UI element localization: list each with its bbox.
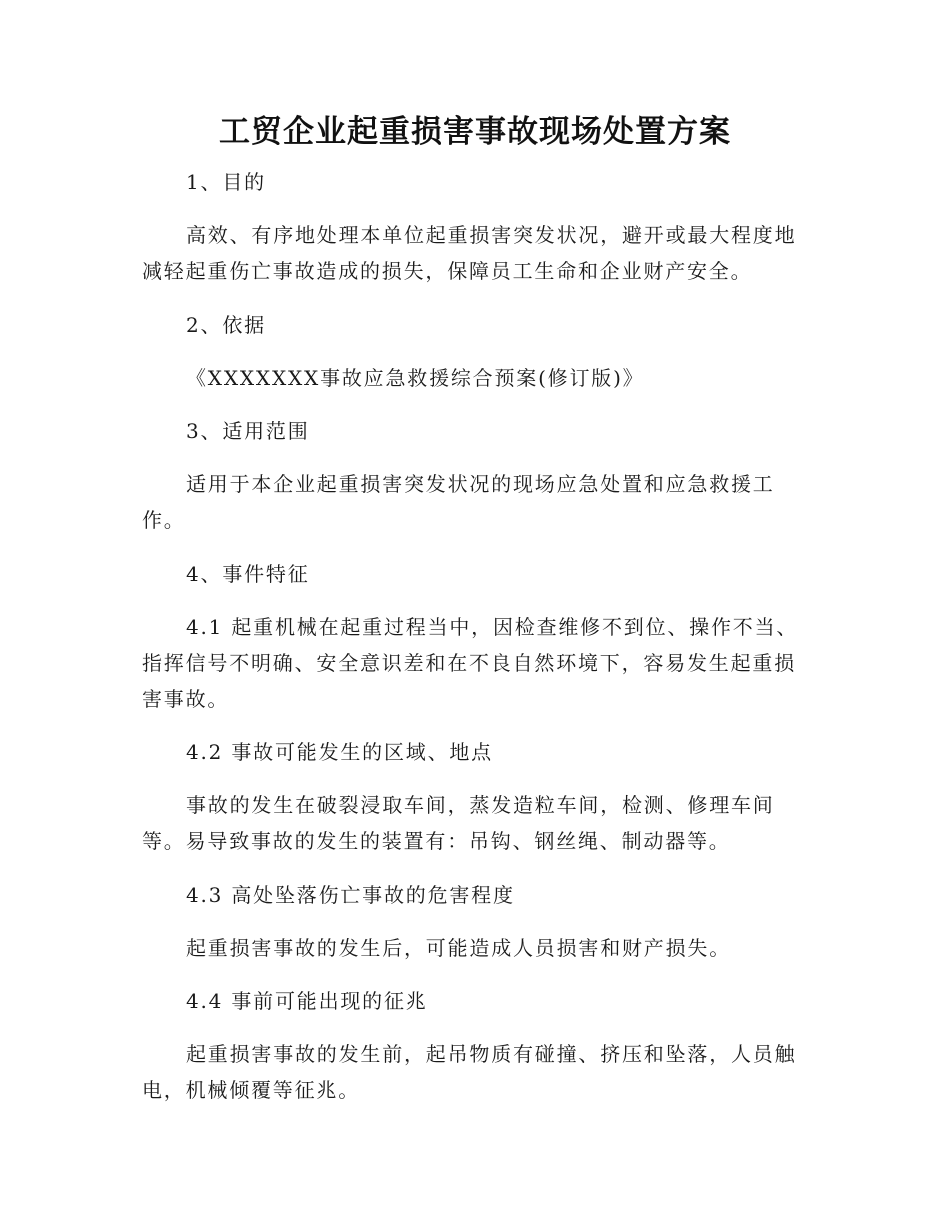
section-4-4-line-2: 电，机械倾覆等征兆。 — [142, 1078, 360, 1102]
section-4-4-heading: 4.4 事前可能出现的征兆 — [186, 989, 428, 1013]
section-4-2-heading: 4.2 事故可能发生的区域、地点 — [186, 740, 493, 764]
section-4-1-body — [142, 609, 799, 717]
section-3-body-line-2: 作。 — [142, 508, 186, 532]
section-2-heading: 2、依据 — [186, 313, 266, 337]
section-4-4-line-1: 起重损害事故的发生前，起吊物质有碰撞、挤压和坠落，人员触 — [186, 1042, 797, 1066]
section-4-3-heading: 4.3 高处坠落伤亡事故的危害程度 — [186, 883, 515, 907]
section-4-1-line-3: 害事故。 — [142, 687, 230, 711]
section-2-body: 《XXXXXXX事故应急救援综合预案(修订版)》 — [186, 366, 645, 390]
section-4-3-body: 起重损害事故的发生后，可能造成人员损害和财产损失。 — [186, 936, 731, 960]
section-4-1-line-1: 4.1 起重机械在起重过程当中，因检查维修不到位、操作不当、 — [186, 615, 799, 639]
section-4-1-line-2: 指挥信号不明确、安全意识差和在不良自然环境下，容易发生起重损 — [142, 651, 796, 675]
section-4-4-body — [142, 1036, 797, 1108]
section-4-2-line-1: 事故的发生在破裂浸取车间，蒸发造粒车间，检测、修理车间 — [186, 793, 775, 817]
section-1-body-line-2: 减轻起重伤亡事故造成的损失，保障员工生命和企业财产安全。 — [142, 259, 753, 283]
section-4-2-body — [142, 787, 794, 859]
document-title: 工贸企业起重损害事故现场处置方案 — [219, 114, 731, 150]
section-3-heading: 3、适用范围 — [186, 419, 310, 443]
section-4-2-line-2: 等。易导致事故的发生的装置有：吊钩、钢丝绳、制动器等。 — [142, 829, 731, 853]
section-4-heading: 4、事件特征 — [186, 562, 310, 586]
section-1-heading: 1、目的 — [186, 170, 266, 194]
section-3-body — [142, 466, 794, 538]
section-3-body-line-1: 适用于本企业起重损害突发状况的现场应急处置和应急救援工 — [186, 472, 775, 496]
section-1-body-line-1: 高效、有序地处理本单位起重损害突发状况，避开或最大程度地 — [186, 223, 797, 247]
section-1-body — [142, 217, 797, 289]
